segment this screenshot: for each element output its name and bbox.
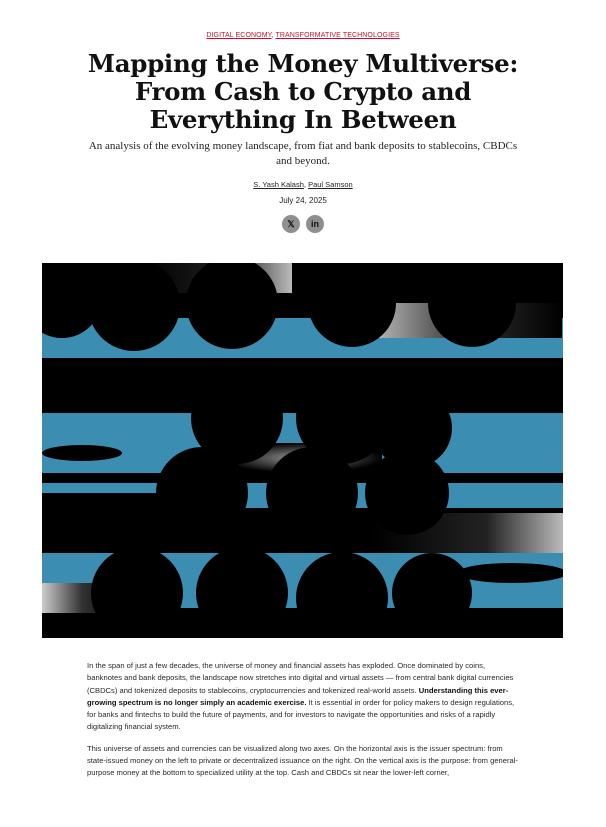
linkedin-share-button[interactable] (306, 215, 324, 233)
abstract-circles-illustration (42, 263, 563, 638)
category-tags (0, 32, 606, 39)
byline (0, 180, 606, 189)
body-p1-text-a: In the span of just a few decades, the universe of money and financial assets has exploded. Once dominated by coins, banknotes and bank deposits, the landscape now stretches into digital and virtual assets — from central bank digital currencies (CBDCs) and tokenized deposits to stablecoins, cryptocurrencies and tokenized real-world assets. (87, 661, 514, 695)
body-p1-text-b: It is essential in order for policy makers to design regulations, for banks and fintechs to build the future of payments, and for investors to navigate the opportunities and risks of a rapidly digitalizing financial system. (87, 697, 515, 732)
dek-line-2: and beyond. (276, 155, 330, 167)
title-line-3: Everything In Between (149, 105, 457, 134)
author-link-kalash[interactable]: S. Yash Kalash (253, 180, 304, 189)
article-dek (80, 139, 526, 169)
publish-date: July 24, 2025 (279, 196, 327, 205)
linkedin-icon: in (311, 219, 319, 229)
x-share-button[interactable] (282, 215, 300, 233)
byline-separator: , (303, 180, 306, 189)
title-line-1: Mapping the Money Multiverse: (87, 49, 519, 78)
article-body (87, 660, 519, 789)
author-link-samson[interactable]: Paul Samson (308, 180, 353, 189)
dek-line-1: An analysis of the evolving money landscape, from fiat and bank deposits to stablecoins, CBDCs (88, 140, 518, 152)
x-logo-icon: 𝕏 (287, 218, 295, 229)
body-paragraph-2: This universe of assets and currencies can be visualized along two axes. On the horizontal axis is the issuer spectrum: from state-issued money on the left to private or decentralized issuance on the right. On the vertical axis is the purpose: from general-purpose money at the bottom to specialized utility at the top. Cash and CBDCs sit near the lower-left corner, (87, 743, 518, 778)
tag-transformative-technologies[interactable]: TRANSFORMATIVE TECHNOLOGIES (275, 32, 400, 39)
body-paragraph-1 (87, 660, 519, 734)
title-line-2: From Cash to Crypto and (134, 77, 472, 106)
page-title (60, 50, 546, 134)
body-p1-bold: Understanding this ever-growing spectrum is no longer simply an academic exercise. (87, 685, 509, 707)
tag-digital-economy[interactable]: DIGITAL ECONOMY (206, 32, 272, 39)
hero-image (42, 263, 563, 638)
share-buttons (0, 215, 606, 233)
tag-separator: , (271, 32, 274, 39)
